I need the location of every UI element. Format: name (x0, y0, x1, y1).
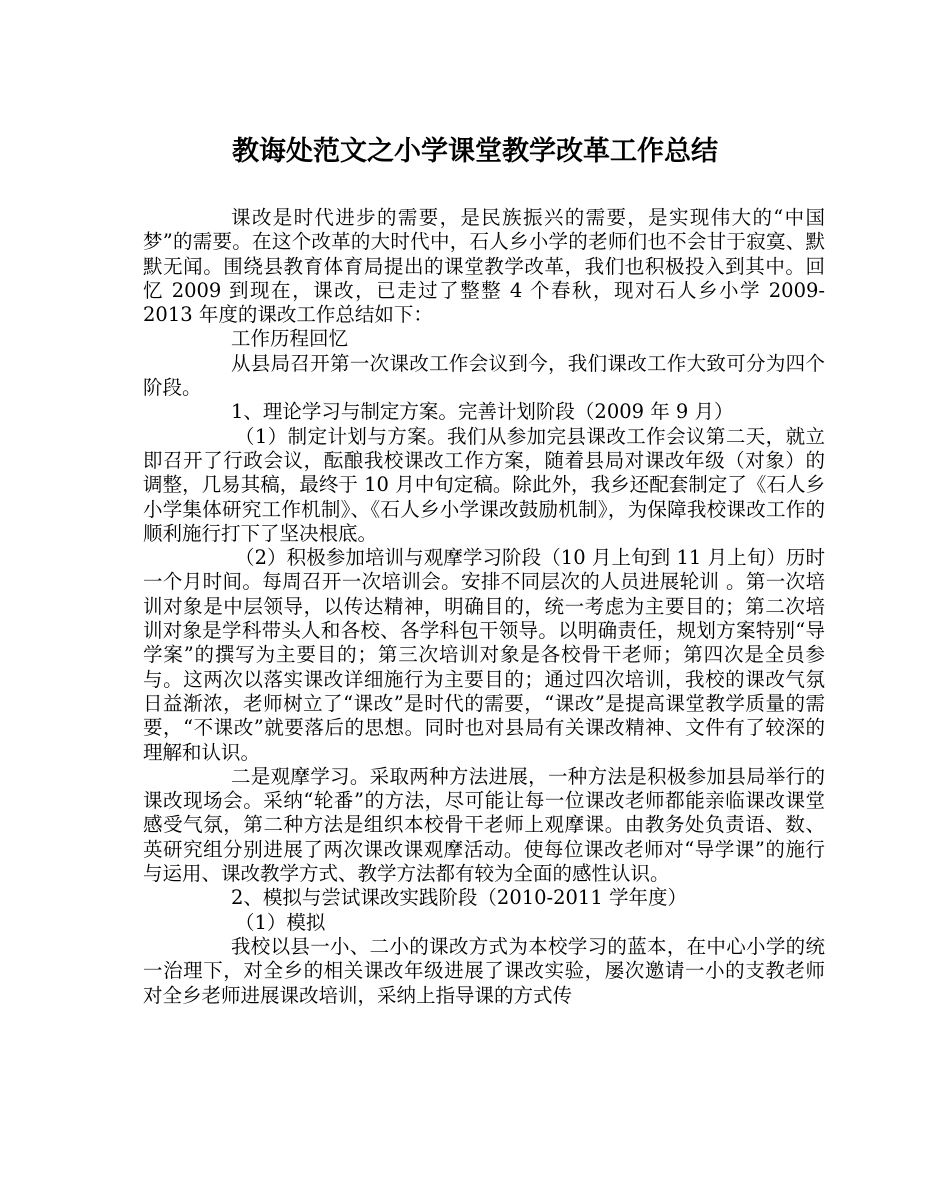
paragraph-stage-1-plan: （1）制定计划与方案。我们从参加完县课改工作会议第二天，就立即召开了行政会议，酝酿我校课改工作方案，随着县局对课改年级（对象）的调整，几易其稿，最终于 10 月中旬定稿。除此外，我乡还配套制定了《石人乡小学集体研究工作机制》、《石人乡小学课改鼓励机制》，为保障我校课改工作的顺利施行打下了坚决根底。 (143, 424, 825, 545)
paragraph-simulation: 我校以县一小、二小的课改方式为本校学习的蓝本，在中心小学的统一治理下，对全乡的相关课改年级进展了课改实验，屡次邀请一小的支教老师对全乡老师进展课改培训，采纳上指导课的方式传 (143, 934, 825, 1007)
document-body (143, 206, 825, 1008)
paragraph-stage-1-training: （2）积极参加培训与观摩学习阶段（10 月上旬到 11 月上旬）历时一个月时间。每周召开一次培训会。安排不同层次的人员进展轮训 。第一次培训对象是中层领导，以传达精神，明确目的，统一考虑为主要目的；第二次培训对象是学科带头人和各校、各学科包干领导。以明确责任，规划方案特别“导学案”的撰写为主要目的；第三次培训对象是各校骨干老师；第四次是全员参与。这两次以落实课改详细施行为主要目的；通过四次培训，我校的课改气氛日益渐浓，老师树立了“课改”是时代的需要，“课改”是提高课堂教学质量的需要，“不课改”就要落后的思想。同时也对县局有关课改精神、文件有了较深的理解和认识。 (143, 546, 825, 764)
paragraph-observation: 二是观摩学习。采取两种方法进展，一种方法是积极参加县局举行的课改现场会。采纳“轮番”的方法，尽可能让每一位课改老师都能亲临课改课堂感受气氛，第二种方法是组织本校骨干老师上观摩课。由教务处负责语、数、英研究组分别进展了两次课改课观摩活动。使每位课改老师对“导学课”的施行与运用、课改教学方式、教学方法都有较为全面的感性认识。 (143, 764, 825, 886)
paragraph-stage-2-heading: 2、模拟与尝试课改实践阶段（2010-2011 学年度） (231, 886, 687, 910)
paragraph-simulation-heading: （1）模拟 (235, 910, 326, 934)
paragraph-section-heading: 工作历程回忆 (231, 327, 349, 351)
paragraph-stage-1-heading: 1、理论学习与制定方案。完善计划阶段（2009 年 9 月） (231, 400, 734, 424)
document-title: 教诲处范文之小学课堂教学改革工作总结 (232, 136, 718, 167)
paragraph-stages-overview: 从县局召开第一次课改工作会议到今，我们课改工作大致可分为四个阶段。 (143, 351, 825, 400)
paragraph-intro: 课改是时代进步的需要，是民族振兴的需要，是实现伟大的“中国梦”的需要。在这个改革的大时代中，石人乡小学的老师们也不会甘于寂寞、默默无闻。围绕县教育体育局提出的课堂教学改革，我们也积极投入到其中。回忆 2009 到现在，课改，已走过了整整 4 个春秋，现对石人乡小学 2009-2013 年度的课改工作总结如下： (143, 206, 825, 327)
